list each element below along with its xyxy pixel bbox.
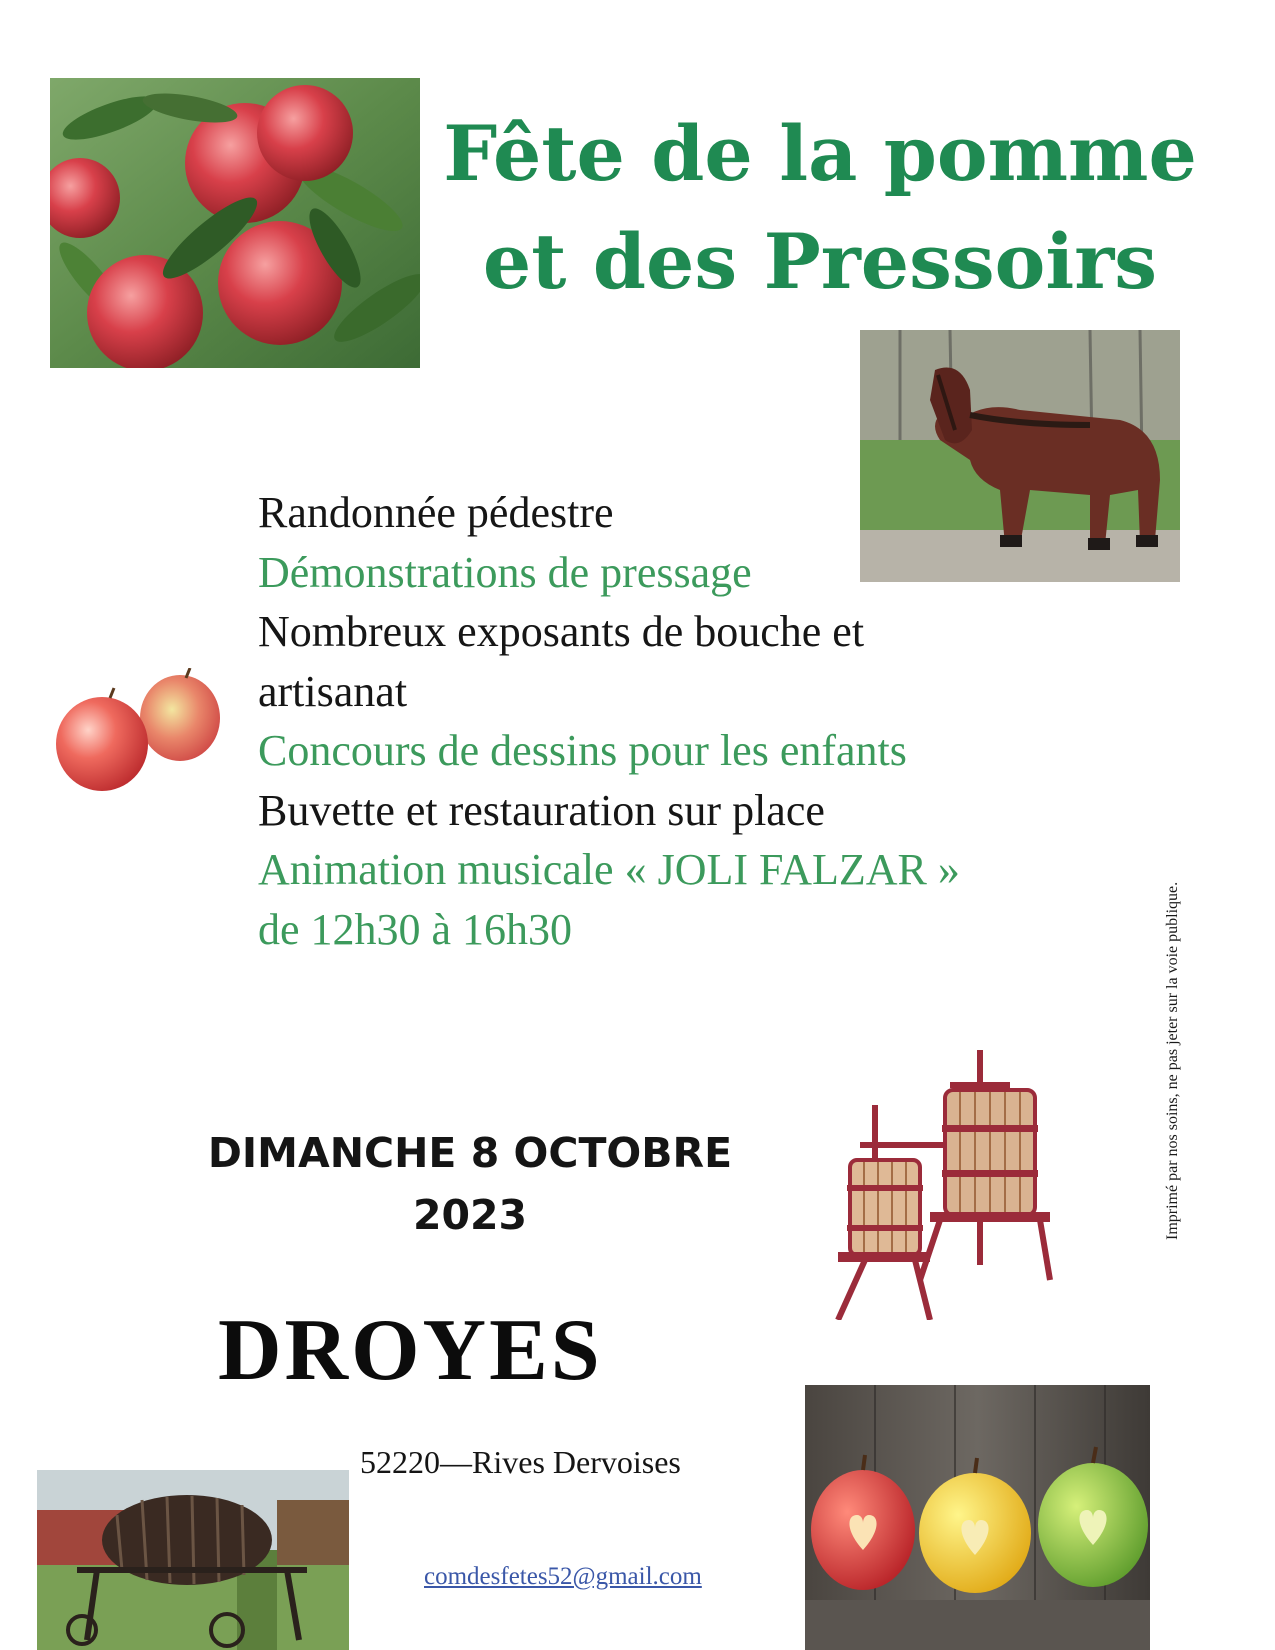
- town-name: DROYES: [218, 1302, 603, 1399]
- activity-exhibitors: Nombreux exposants de bouche et artisanat: [258, 607, 865, 716]
- activity-music: Animation musicale « JOLI FALZAR » de 12h30 à 16h30: [258, 845, 960, 954]
- contact-email-link[interactable]: comdesfetes52@gmail.com: [424, 1563, 702, 1590]
- activity-refreshments: Buvette et restauration sur place: [258, 785, 825, 835]
- event-date: [170, 1122, 770, 1246]
- heart-apples-photo: [805, 1385, 1150, 1650]
- activity-hike: Randonnée pédestre: [258, 488, 614, 537]
- apple-tree-photo: [50, 78, 420, 368]
- postal-address: 52220—Rives Dervoises: [360, 1444, 681, 1480]
- old-press-machine-photo: [37, 1470, 349, 1650]
- date-line-2: 2023: [412, 1191, 528, 1239]
- print-notice: Imprimé par nos soins, ne pas jeter sur la voie publique.: [1164, 881, 1181, 1240]
- activity-pressing-demo: Démonstrations de pressage: [258, 547, 752, 597]
- poster-title: [440, 100, 1200, 316]
- activities-list: [258, 483, 978, 959]
- fruit-presses-image: [830, 1050, 1060, 1320]
- date-line-1: DIMANCHE 8 OCTOBRE: [207, 1129, 733, 1177]
- title-line-2: et des Pressoirs: [482, 217, 1158, 306]
- activity-drawing-contest: Concours de dessins pour les enfants: [258, 726, 907, 775]
- title-line-1: Fête de la pomme: [443, 109, 1197, 198]
- two-apples-image: [52, 668, 222, 793]
